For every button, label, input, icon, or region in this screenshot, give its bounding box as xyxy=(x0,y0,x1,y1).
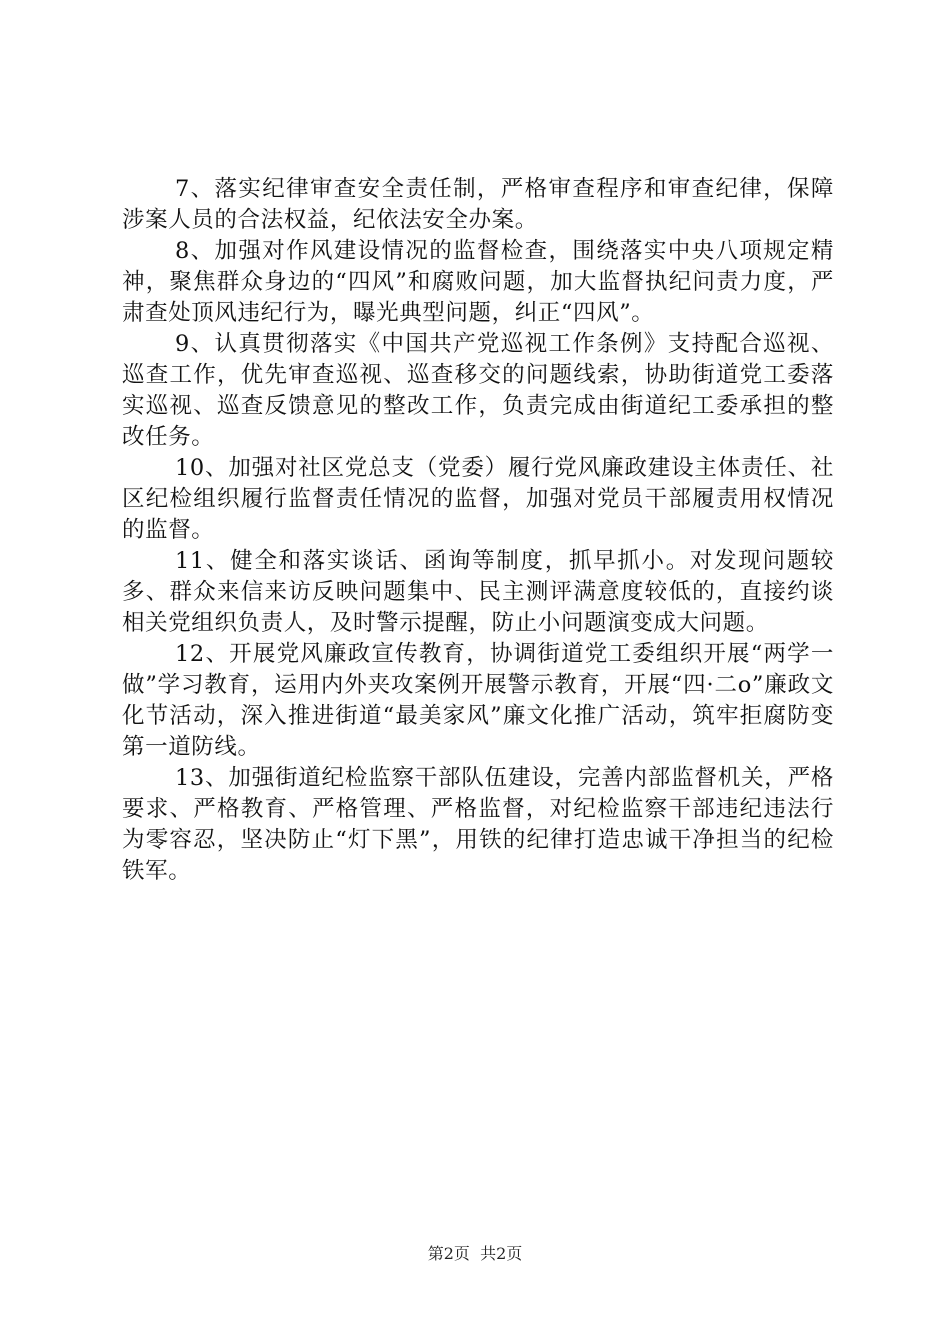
paragraph-item-9: 9、认真贯彻落实《中国共产党巡视工作条例》支持配合巡视、巡查工作，优先审查巡视、巡查移交的问题线索，协助街道党工委落实巡视、巡查反馈意见的整改工作，负责完成由街道纪工委承担的整改任务。 xyxy=(122,331,834,450)
paragraph-item-13: 13、加强街道纪检监察干部队伍建设，完善内部监督机关，严格要求、严格教育、严格管理、严格监督，对纪检监察干部违纪违法行为零容忍，坚决防止“灯下黑”，用铁的纪律打造忠诚干净担当的纪检铁军。 xyxy=(122,765,834,884)
document-body xyxy=(122,174,834,887)
paragraph-item-12: 12、开展党风廉政宣传教育，协调街道党工委组织开展“两学一做”学习教育，运用内外夹攻案例开展警示教育，开展“四·二o”廉政文化节活动，深入推进街道“最美家风”廉文化推广活动，筑牢拒腐防变第一道防线。 xyxy=(122,641,834,760)
page-footer xyxy=(0,1244,950,1264)
page-number-label: 第2页 共2页 xyxy=(427,1244,523,1263)
paragraph-item-11: 11、健全和落实谈话、函询等制度，抓早抓小。对发现问题较多、群众来信来访反映问题集中、民主测评满意度较低的，直接约谈相关党组织负责人，及时警示提醒，防止小问题演变成大问题。 xyxy=(122,548,834,636)
paragraph-item-10: 10、加强对社区党总支（党委）履行党风廉政建设主体责任、社区纪检组织履行监督责任情况的监督，加强对党员干部履责用权情况的监督。 xyxy=(122,455,834,543)
paragraph-item-8: 8、加强对作风建设情况的监督检查，围绕落实中央八项规定精神，聚焦群众身边的“四风”和腐败问题，加大监督执纪问责力度，严肃查处顶风违纪行为，曝光典型问题，纠正“四风”。 xyxy=(122,238,834,326)
paragraph-item-7: 7、落实纪律审查安全责任制，严格审查程序和审查纪律，保障涉案人员的合法权益，纪依法安全办案。 xyxy=(122,176,834,233)
